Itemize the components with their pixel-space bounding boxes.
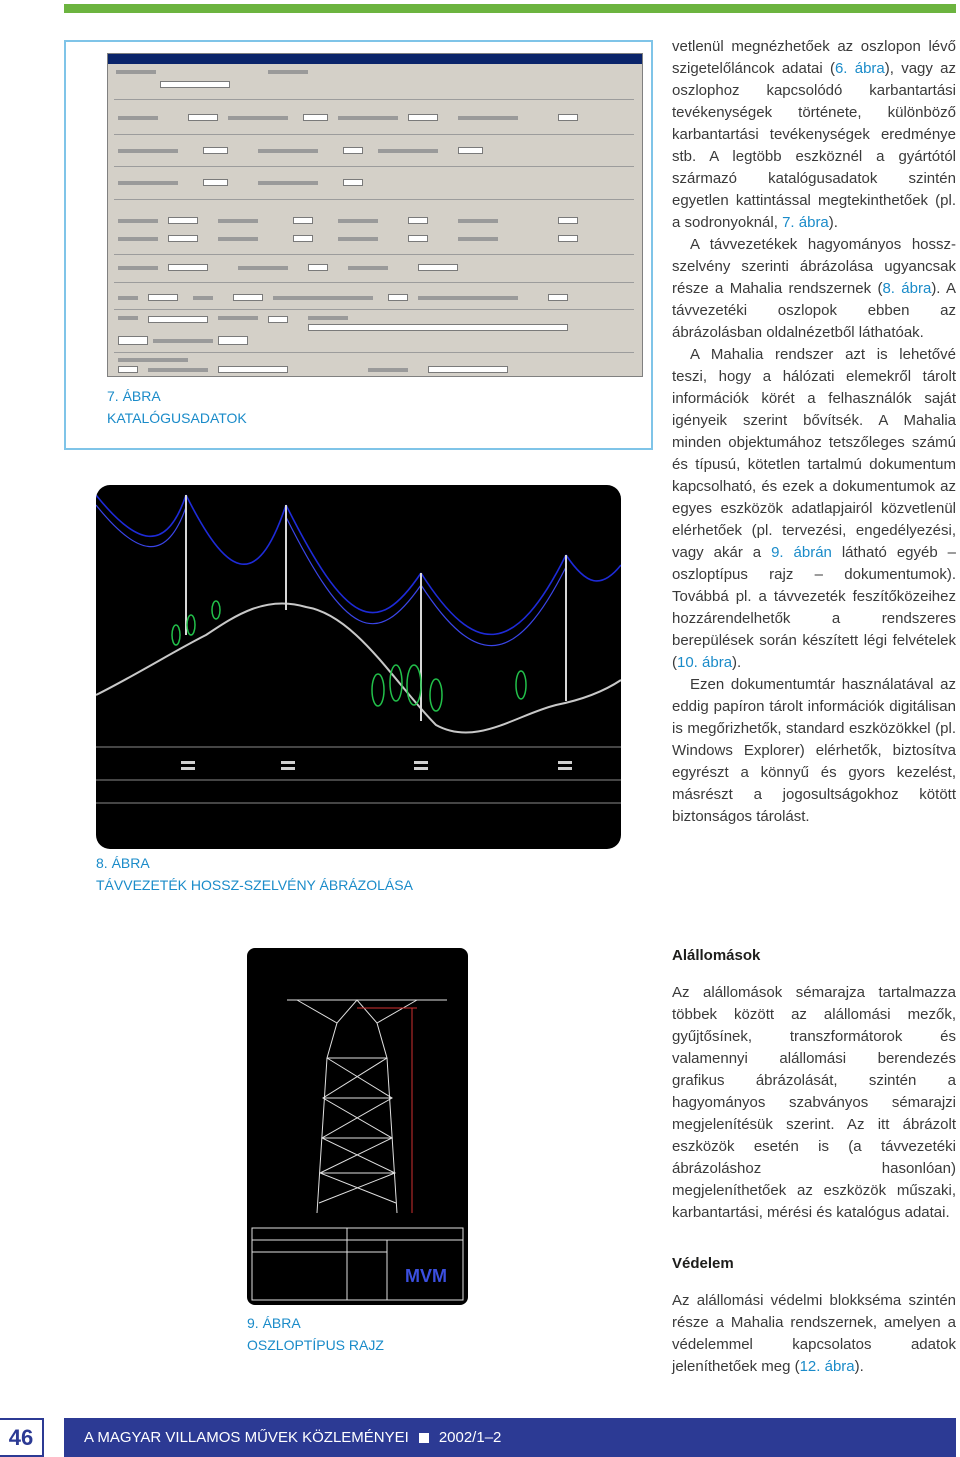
article-column-top xyxy=(672,36,956,828)
figure-7-title: KATALÓGUSADATOK xyxy=(107,410,247,426)
heading-vedelem: Védelem xyxy=(672,1255,734,1272)
heading-alallomasok: Alállomások xyxy=(672,947,761,964)
page-footer xyxy=(0,1418,960,1457)
paragraph-3: A Mahalia rendszer azt is lehetővé teszi, hogy a hálózati elemekről tárolt információk körét a felhasználók saját igényeik szerint bővítsék. A Mahalia minden objektumához tetszőleges számú és típusú, kötetlen tartalmú dokumentum kapcsolható, és ezek a dokumentumok az egyes eszközök adatlapjairól közvetlenül elérhetőek (pl. tervezési, engedélyezési, vagy akár a 9. ábrán látható egyéb – oszloptípus rajz – dokumentumok). Továbbá pl. a távvezeték feszítőközeihez hozzárendelhetők a rendszeres berepülések során készített légi felvételek (10. ábra). xyxy=(672,346,956,671)
journal-issue: 2002/1–2 xyxy=(438,1429,502,1446)
article-column-middle xyxy=(672,982,956,1224)
figure-7-caption xyxy=(107,385,247,429)
figure-7-catalog-screenshot xyxy=(107,53,643,377)
figure-8-profile-drawing xyxy=(96,485,621,849)
article-column-bottom xyxy=(672,1290,956,1378)
journal-title: A MAGYAR VILLAMOS MŰVEK KÖZLEMÉNYEI xyxy=(84,1429,409,1446)
top-accent-bar xyxy=(64,4,956,13)
journal-bar xyxy=(64,1418,956,1457)
figure-9-caption xyxy=(247,1312,384,1356)
paragraph-4: Ezen dokumentumtár használatával az eddig papíron tárolt információk digitálisan is megőrizhetők, standard eszközökkel (pl. Windows Explorer) elérhetők, biztosítva egyrészt a könnyű és gyors kezelést, másrészt a jogosultságokhoz kötött biztonságos tárolást. xyxy=(672,676,956,825)
figure-8-caption xyxy=(96,852,413,896)
mvm-logo: MVM xyxy=(405,1266,447,1286)
paragraph-1: vetlenül megnézhetőek az oszlopon lévő szigetelőláncok adatai (6. ábra), vagy az oszlophoz kapcsolódó karbantartási tevékenységek története, különböző karbantartási tevékenységek eredménye stb. A legtöbb eszköznél a gyártótól származó katalógusadatok szintén egyetlen kattintással megtekinthetőek (pl. a sodronyoknál, 7. ábra). xyxy=(672,38,957,231)
paragraph-2: A távvezetékek hagyományos hossz-szelvény szerinti ábrázolása ugyancsak része a Mahalia rendszernek (8. ábra). A távvezetéki oszlopok ebben az ábrázolásban oldalnézetből láthatóak. xyxy=(672,236,956,341)
figure-7-number: 7. ÁBRA xyxy=(107,388,161,404)
paragraph-6: Az alállomási védelmi blokkséma szintén része a Mahalia rendszernek, amelyen a védelemmel kapcsolatos adatok jeleníthetőek meg (12. ábra). xyxy=(672,1292,956,1375)
separator-square xyxy=(419,1433,429,1443)
page-number: 46 xyxy=(0,1418,44,1457)
figure-9-title: OSZLOPTÍPUS RAJZ xyxy=(247,1337,384,1353)
figure-8-number: 8. ÁBRA xyxy=(96,855,150,871)
figure-8-title: TÁVVEZETÉK HOSSZ-SZELVÉNY ÁBRÁZOLÁSA xyxy=(96,877,413,893)
paragraph-5: Az alállomások sémarajza tartalmazza többek között az alállomási mezők, gyűjtősínek, transzformátorok és valamennyi alállomási berendezés grafikus ábrázolását, szintén a hagyományos szabványos sémarajzi megjelenítésük szerint. Az itt ábrázolt eszközök esetén is (a távvezetéki ábrázoláshoz hasonlóan) megjeleníthetőek az eszközök műszaki, karbantartási, mérési és katalógus adatai. xyxy=(672,984,956,1221)
figure-9-pylon-drawing xyxy=(247,948,468,1305)
window-titlebar xyxy=(108,54,642,64)
figure-9-number: 9. ÁBRA xyxy=(247,1315,301,1331)
